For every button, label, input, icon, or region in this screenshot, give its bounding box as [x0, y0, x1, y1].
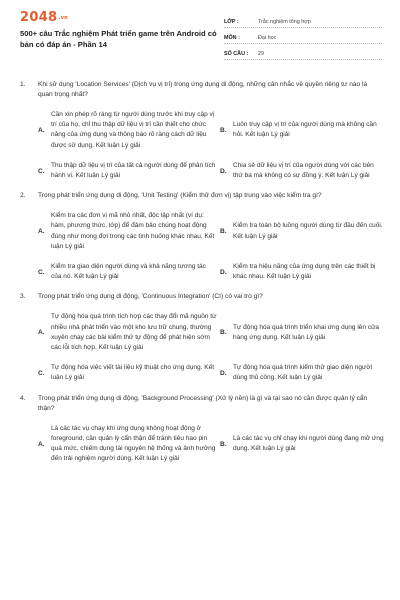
question-item — [20, 80, 382, 181]
option-letter: D. — [220, 268, 227, 276]
option-letter: D. — [220, 167, 227, 175]
question-number: 3. — [20, 293, 26, 301]
option-text: Kiểm tra toàn bộ luồng người dùng từ đầu đến cuối. Kết luận Lý giải — [233, 222, 383, 240]
meta-row-class — [224, 12, 382, 28]
answer-option-a[interactable] — [38, 424, 218, 465]
answer-option-d[interactable] — [220, 363, 384, 383]
meta-key: LỚP : — [224, 19, 239, 25]
question-item — [20, 292, 382, 383]
option-text: Cần xin phép rõ ràng từ người dùng trước khi truy cập vị trí của họ, chỉ thu thập dữ liệu vị trí cần thiết cho chức năng của ứng dụng và thông báo rõ ràng cách dữ liệu được sử dụng. Kết luận Lý giải — [51, 111, 215, 149]
meta-row-count — [224, 44, 382, 60]
option-text: Tự động hóa quá trình triển khai ứng dụng lên cửa hàng ứng dụng. Kết luận Lý giải — [233, 323, 380, 341]
question-number: 1. — [20, 81, 26, 88]
answer-option-d[interactable] — [220, 161, 384, 181]
answer-option-d[interactable] — [220, 262, 384, 282]
page-header — [0, 0, 400, 66]
document-title: 500+ câu Trắc nghiệm Phát triển game trên Android có bản có đáp án - Phần 14 — [20, 29, 217, 49]
meta-key: MÔN : — [224, 35, 240, 41]
answer-options — [38, 312, 382, 383]
question-text: Trong phát triển ứng dụng di động, 'Continuous Integration' (CI) có vai trò gì? — [38, 293, 263, 301]
option-text: Tự động hóa quá trình tích hợp các thay đổi mã nguồn từ nhiều nhà phát triển vào một kho lưu trữ chung, thường xuyên chạy các bài kiểm thử tự động để phát hiện sớm các lỗi tích hợp. Kết luận Lý giải — [51, 313, 217, 352]
option-letter: B. — [220, 228, 227, 236]
option-letter: C. — [38, 167, 45, 175]
option-letter: B. — [220, 329, 227, 337]
answer-option-c[interactable] — [38, 161, 218, 181]
answer-option-c[interactable] — [38, 363, 218, 383]
meta-key: SỐ CÂU : — [224, 51, 249, 57]
answer-option-c[interactable] — [38, 262, 218, 282]
option-letter: C. — [38, 369, 45, 377]
site-logo[interactable] — [20, 10, 68, 25]
option-text: Kiểm tra hiệu năng của ứng dụng trên các thiết bị khác nhau. Kết luận Lý giải — [233, 263, 376, 281]
answer-option-b[interactable] — [220, 120, 384, 140]
option-letter: A. — [38, 440, 45, 448]
option-letter: C. — [38, 268, 45, 276]
answer-options — [38, 110, 382, 181]
option-text: Là các tác vụ chỉ chạy khi người dùng đang mở ứng dụng. Kết luận Lý giải — [233, 434, 384, 453]
option-letter: D. — [220, 369, 227, 377]
answer-option-b[interactable] — [220, 221, 384, 241]
option-letter: B. — [220, 440, 227, 448]
answer-option-b[interactable] — [220, 434, 384, 454]
option-text: Thu thập dữ liệu vị trí của tất cả người dùng để phân tích hành vi. Kết luận Lý giải — [51, 161, 216, 180]
question-number: 2. — [20, 192, 26, 200]
logo-domain: .vn — [58, 14, 69, 21]
question-text: Trong phát triển ứng dụng di động, 'Background Processing' (Xử lý nền) là gì và tại sao nó cần được quản lý cẩn thận? — [38, 394, 368, 412]
question-list — [20, 80, 382, 474]
answer-options — [38, 211, 382, 282]
option-text: Chia sẻ dữ liệu vị trí của người dùng với các bên thứ ba mà không có sự đồng ý. Kết luận Lý giải — [233, 161, 374, 180]
option-text: Luôn truy cập vị trí của người dùng mà không cần hỏi. Kết luận Lý giải — [233, 121, 377, 139]
question-text: Trong phát triển ứng dụng di động, 'Unit Testing' (Kiểm thử đơn vị) tập trung vào việc kiểm tra gì? — [38, 192, 322, 200]
option-letter: A. — [38, 228, 45, 236]
question-number: 4. — [20, 394, 26, 402]
question-text: Khi sử dụng 'Location Services' (Dịch vụ vị trí) trong ứng dụng di động, những cân nhắc về quyền riêng tư nào là quan trọng nhất? — [38, 81, 368, 98]
meta-value: 29 — [258, 51, 264, 57]
option-text: Kiểm tra các đơn vị mã nhỏ nhất, độc lập nhất (ví dụ: hàm, phương thức, lớp) để đảm bảo chúng hoạt động đúng như mong đợi trong các tình huống khác nhau. Kết luận Lý giải — [51, 212, 215, 250]
meta-row-subject — [224, 28, 382, 44]
option-text: Kiểm tra giao diện người dùng và khả năng tương tác của nó. Kết luận Lý giải — [51, 263, 206, 281]
logo-number: 2048 — [20, 10, 58, 25]
question-item — [20, 191, 382, 282]
answer-option-a[interactable] — [38, 312, 218, 353]
answer-option-b[interactable] — [220, 323, 384, 343]
meta-info — [224, 12, 382, 60]
answer-options — [38, 424, 382, 465]
option-text: Tự động hóa việc viết tài liệu kỹ thuật cho ứng dụng. Kết luận Lý giải — [51, 364, 214, 382]
question-item — [20, 394, 382, 465]
meta-value: Trắc nghiệm tổng hợp — [258, 19, 311, 25]
option-text: Là các tác vụ chạy khi ứng dụng không hoạt động ở foreground, cần quản lý cẩn thận để tránh tiêu hao pin quá mức, chiếm dụng tài nguyên hệ thống và ảnh hưởng đến trải nghiệm người dùng. Kết luận Lý giải — [51, 424, 216, 463]
option-letter: A. — [38, 126, 45, 134]
option-letter: B. — [220, 126, 227, 134]
answer-option-a[interactable] — [38, 110, 218, 151]
option-letter: A. — [38, 329, 45, 337]
meta-value: Đại học — [258, 35, 277, 41]
answer-option-a[interactable] — [38, 211, 218, 252]
option-text: Tự động hóa quá trình kiểm thử giao diện người dùng thủ công. Kết luận Lý giải — [233, 364, 373, 382]
